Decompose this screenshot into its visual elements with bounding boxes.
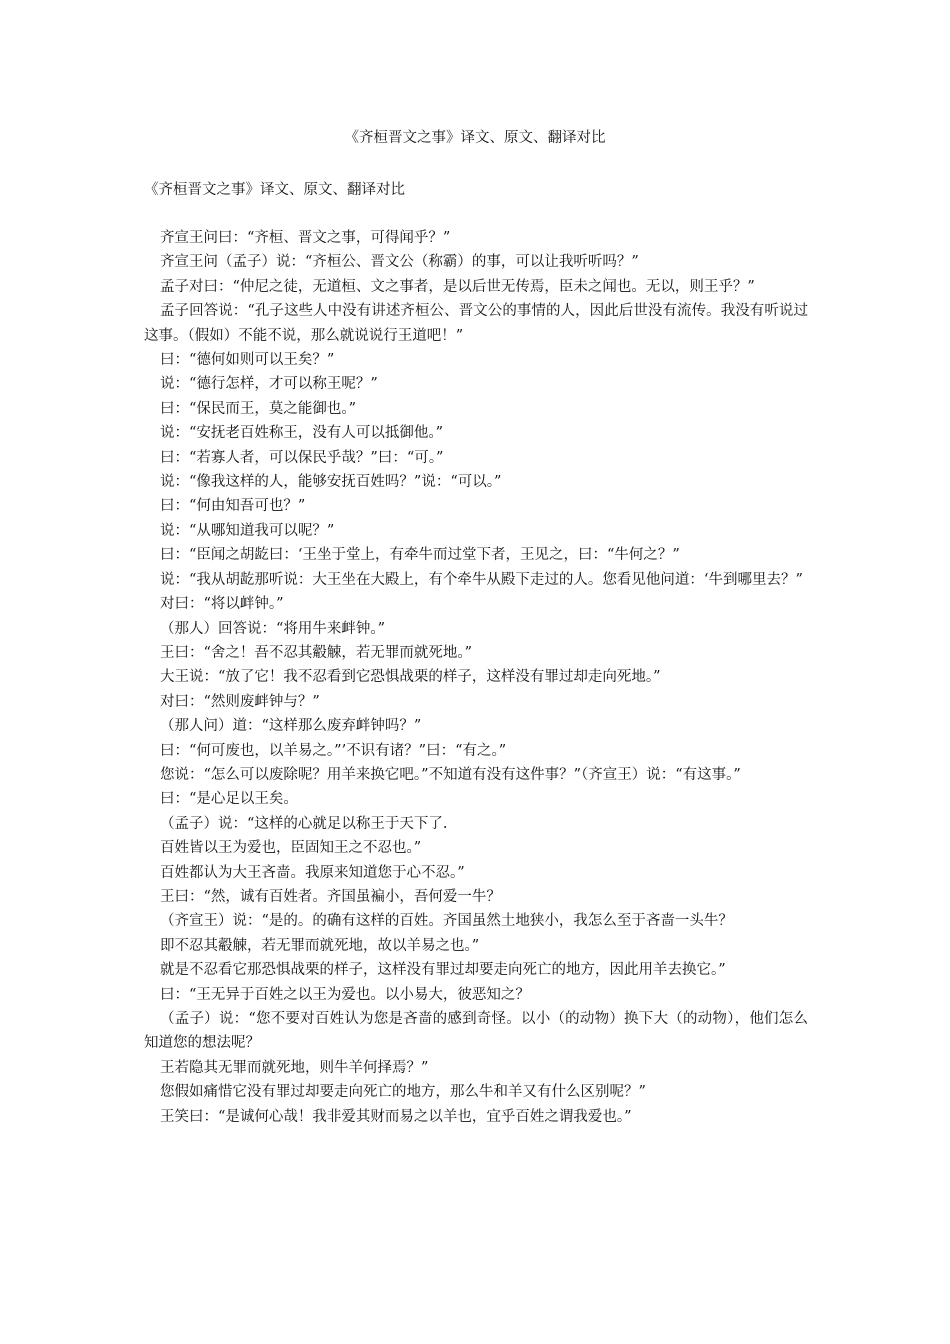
paragraph: 百姓都认为大王吝啬。我原来知道您于心不忍。” [160,864,465,881]
paragraph: 说：“德行怎样，才可以称王呢？” [160,376,378,393]
paragraph: 曰：“德何如则可以王矣？” [160,352,335,369]
paragraph: 曰：“是心足以王矣。 [160,791,298,808]
paragraph: 曰：“臣闻之胡龁曰：‘王坐于堂上，有牵牛而过堂下者，王见之，曰：“牛何之？” [160,547,680,564]
paragraph: 您说：“怎么可以废除呢？用羊来换它吧。”不知道有没有这件事？”（齐宣王）说：“有这事。” [160,766,741,783]
paragraph: 曰：“保民而王，莫之能御也。” [160,400,357,417]
paragraph: 大王说：“放了它！我不忍看到它恐惧战栗的样子，这样没有罪过却走向死地。” [160,669,661,686]
paragraph: 说：“安抚老百姓称王，没有人可以抵御他。” [160,425,444,442]
paragraph: 王笑曰：“是诚何心哉！我非爱其财而易之以羊也，宜乎百姓之谓我爱也。” [160,1108,632,1125]
paragraph: 就是不忍看它那恐惧战栗的样子，这样没有罪过却要走向死亡的地方，因此用羊去换它。” [160,962,726,979]
paragraph: 齐宣王问（孟子）说：“齐桓公、晋文公（称霸）的事，可以让我听听吗？” [160,254,639,271]
paragraph: 说：“我从胡龁那听说：大王坐在大殿上，有个牵牛从殿下走过的人。您看见他问道：‘牛到哪里去？” [160,571,803,588]
paragraph: 说：“从哪知道我可以呢？” [160,522,335,539]
paragraph: 对曰：“然则废衅钟与？” [160,693,320,710]
paragraph: 曰：“若寡人者，可以保民乎哉？”曰：“可。” [160,449,444,466]
paragraph: 孟子对曰：“仲尼之徒，无道桓、文之事者，是以后世无传焉，臣未之闻也。无以，则王乎？” [160,278,755,295]
paragraph: 曰：“何可废也，以羊易之。”’不识有诸？”曰：“有之。” [160,742,507,759]
paragraph: （那人）回答说：“将用牛来衅钟。” [160,620,386,637]
paragraph: （孟子）说：“您不要对百姓认为您是吝啬的感到奇怪。以小（的动物）换下大（的动物），他们怎么知道您的想法呢？ [144,1011,808,1052]
document-subtitle: 《齐桓晋文之事》译文、原文、翻译对比 [144,182,405,198]
paragraph: 王曰：“舍之！吾不忍其觳觫，若无罪而就死地。” [160,644,473,661]
document-title: 《齐桓晋文之事》译文、原文、翻译对比 [344,130,606,146]
paragraph: 曰：“何由知吾可也？” [160,498,306,515]
paragraph: 王若隐其无罪而就死地，则牛羊何择焉？” [160,1059,429,1076]
paragraph: 曰：“王无异于百姓之以王为爱也。以小易大，彼恶知之？ [160,986,530,1003]
paragraph: （孟子）说：“这样的心就足以称王于天下了. [160,815,448,832]
paragraph: 百姓皆以王为爱也，臣固知王之不忍也。” [160,840,422,857]
paragraph: （齐宣王）说：“是的。的确有这样的百姓。齐国虽然土地狭小，我怎么至于吝啬一头牛？ [160,913,733,930]
paragraph: （那人问）道：“这样那么废弃衅钟吗？” [160,718,422,735]
paragraph: 齐宣王问曰：“齐桓、晋文之事，可得闻乎？” [160,230,451,246]
paragraph: 王曰：“然，诚有百姓者。齐国虽褊小，吾何爱一牛？ [160,888,501,905]
paragraph: 您假如痛惜它没有罪过却要走向死亡的地方，那么牛和羊又有什么区别呢？” [160,1084,646,1101]
paragraph: 对曰：“将以衅钟。” [160,596,284,613]
document-body [144,226,808,1129]
paragraph: 说：“像我这样的人，能够安抚百姓吗？”说：“可以。” [160,474,502,491]
paragraph: 孟子回答说：“孔子这些人中没有讲述齐桓公、晋文公的事情的人，因此后世没有流传。我没有听说过这事。（假如）不能不说，那么就说说行王道吧！” [144,303,808,344]
paragraph: 即不忍其觳觫，若无罪而就死地，故以羊易之也。” [160,937,480,954]
